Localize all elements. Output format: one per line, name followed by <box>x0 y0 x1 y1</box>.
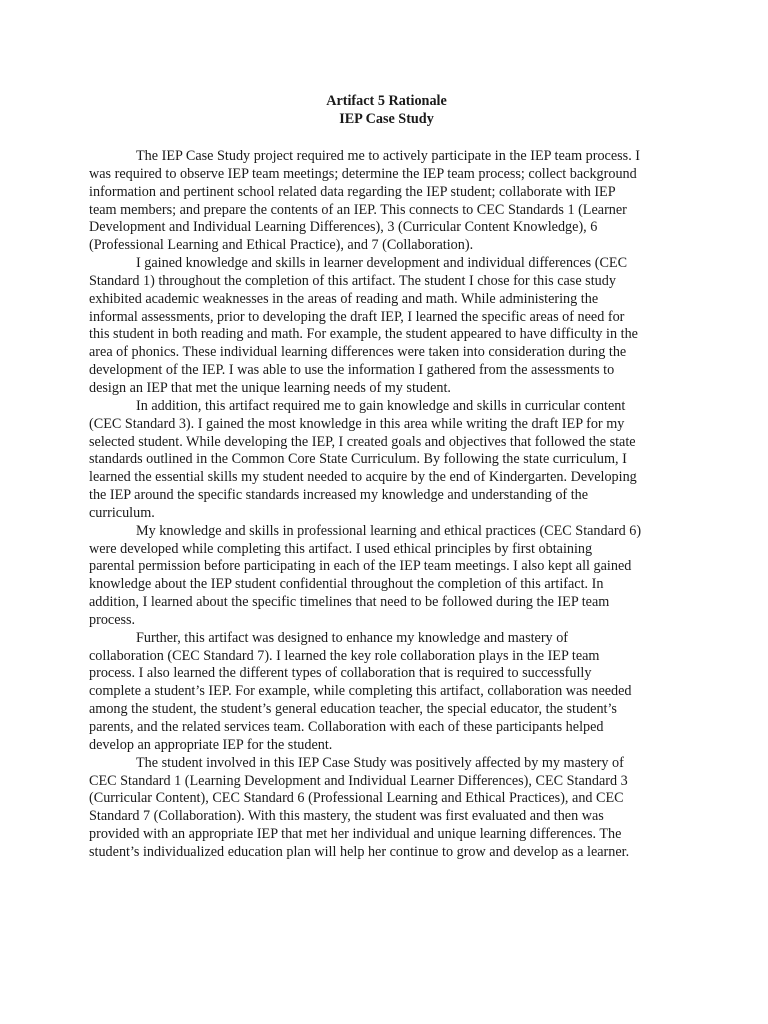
paragraph-line: information and pertinent school related data regarding the IEP student; collaborate with IEP <box>89 183 616 200</box>
body-paragraph <box>89 523 684 630</box>
paragraph-line: exhibited academic weaknesses in the areas of reading and math. While administering the <box>89 290 599 307</box>
paragraph-line: complete a student’s IEP. For example, while completing this artifact, collaboration was needed <box>89 683 632 700</box>
paragraph-line: Development and Individual Learning Differences), 3 (Curricular Content Knowledge), 6 <box>89 219 598 236</box>
paragraph-line: Standard 7 (Collaboration). With this mastery, the student was first evaluated and then was <box>89 808 604 825</box>
paragraph-line: curriculum. <box>89 504 155 521</box>
paragraph-line: informal assessments, prior to developing the draft IEP, I learned the specific areas of need for <box>89 308 625 325</box>
paragraph-line: (Curricular Content), CEC Standard 6 (Professional Learning and Ethical Practices), and CEC <box>89 790 624 807</box>
body-paragraph <box>89 255 684 398</box>
paragraph-line: provided with an appropriate IEP that met her individual and unique learning differences. The <box>89 826 622 843</box>
paragraph-line: the IEP around the specific standards increased my knowledge and understanding of the <box>89 487 589 504</box>
paragraph-line: The IEP Case Study project required me to actively participate in the IEP team process. I <box>136 148 641 164</box>
paragraph-line: My knowledge and skills in professional learning and ethical practices (CEC Standard 6) <box>136 522 642 539</box>
title-spacer <box>89 128 684 148</box>
paragraph-line: CEC Standard 1 (Learning Development and Individual Learner Differences), CEC Standard 3 <box>89 772 628 789</box>
paragraph-line: develop an appropriate IEP for the student. <box>89 736 333 753</box>
paragraph-line: learned the essential skills my student needed to acquire by the end of Kindergarten. Developing <box>89 469 637 486</box>
document-title: Artifact 5 Rationale <box>326 93 447 109</box>
document-body <box>89 92 684 862</box>
paragraph-line: addition, I learned about the specific timelines that need to be followed during the IEP team <box>89 594 610 611</box>
paragraph-line: development of the IEP. I was able to use the information I gathered from the assessments to <box>89 362 615 379</box>
paragraph-line: parents, and the related services team. Collaboration with each of these participants helped <box>89 719 604 735</box>
body-paragraph <box>89 755 684 862</box>
paragraph-line: The student involved in this IEP Case Study was positively affected by my mastery of <box>136 754 624 771</box>
paragraph-line: this student in both reading and math. For example, the student appeared to have difficulty in the <box>89 326 638 343</box>
paragraph-line: (Professional Learning and Ethical Practice), and 7 (Collaboration). <box>89 237 474 254</box>
paragraph-line: were developed while completing this artifact. I used ethical principles by first obtaining <box>89 540 593 557</box>
paragraph-line: process. I also learned the different types of collaboration that is required to successfully <box>89 665 592 682</box>
paragraph-line: knowledge about the IEP student confidential throughout the completion of this artifact. In <box>89 576 604 593</box>
paragraph-line: student’s individualized education plan will help her continue to grow and develop as a learner. <box>89 843 630 860</box>
paragraph-line: selected student. While developing the IEP, I created goals and objectives that followed the state <box>89 433 636 450</box>
paragraph-line: process. <box>89 611 136 628</box>
body-paragraph <box>89 398 684 523</box>
paragraph-line: In addition, this artifact required me to gain knowledge and skills in curricular content <box>136 397 626 414</box>
paragraph-line: team members; and prepare the contents of an IEP. This connects to CEC Standards 1 (Learner <box>89 201 627 218</box>
paragraph-line: standards outlined in the Common Core State Curriculum. By following the state curriculum, I <box>89 451 627 468</box>
paragraph-list <box>89 148 684 862</box>
paragraph-line: collaboration (CEC Standard 7). I learned the key role collaboration plays in the IEP team <box>89 647 600 664</box>
paragraph-line: design an IEP that met the unique learning needs of my student. <box>89 379 451 396</box>
paragraph-line: Standard 1) throughout the completion of this artifact. The student I chose for this case study <box>89 272 616 289</box>
document-subtitle: IEP Case Study <box>339 111 434 127</box>
paragraph-line: Further, this artifact was designed to enhance my knowledge and mastery of <box>136 629 569 646</box>
paragraph-line: among the student, the student’s general education teacher, the special educator, the student’s <box>89 701 617 718</box>
paragraph-line: area of phonics. These individual learning differences were taken into consideration during the <box>89 344 627 361</box>
body-paragraph <box>89 630 684 755</box>
paragraph-line: parental permission before participating in each of the IEP team meetings. I also kept all gained <box>89 558 632 575</box>
paragraph-line: (CEC Standard 3). I gained the most knowledge in this area while writing the draft IEP for my <box>89 415 625 432</box>
paragraph-line: I gained knowledge and skills in learner development and individual differences (CEC <box>136 255 628 272</box>
body-paragraph <box>89 148 684 255</box>
paragraph-line: was required to observe IEP team meetings; determine the IEP team process; collect background <box>89 165 637 182</box>
